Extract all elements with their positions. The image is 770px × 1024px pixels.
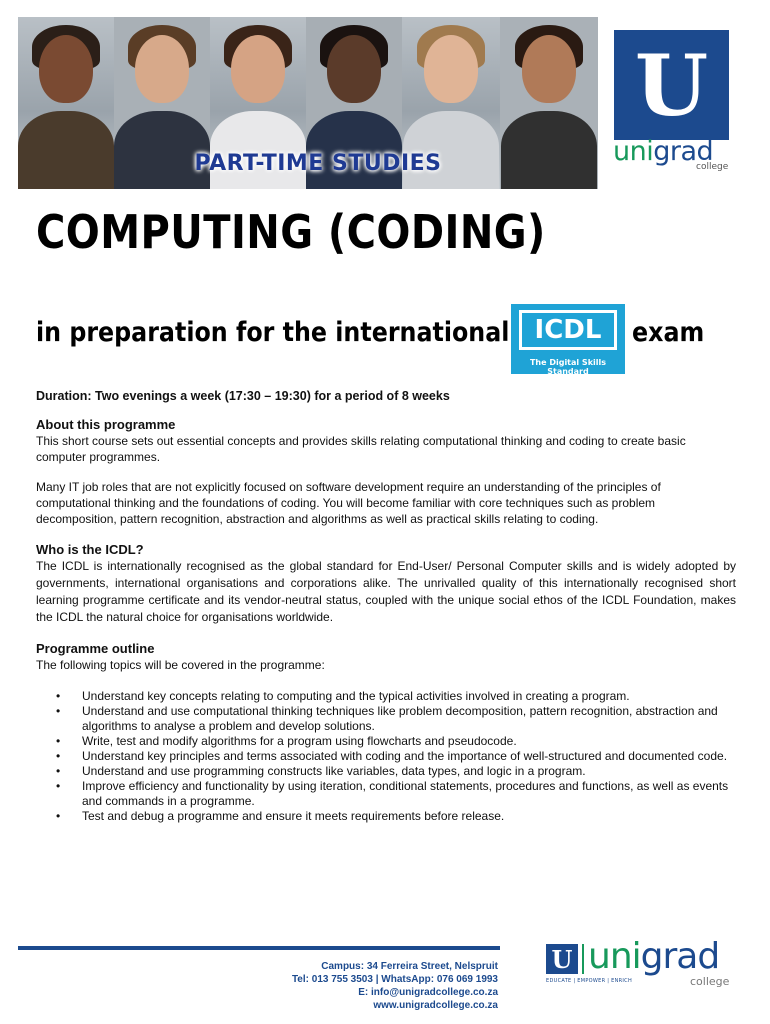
logo-wordmark-grad: grad xyxy=(653,136,714,167)
about-paragraph-2: Many IT job roles that are not explicitly focused on software development require an understanding of the principles of computational thinking and the foundations of coding. You will become familiar with core techniques such as problem decomposition, pattern recognition, abstraction and algorithms as well as practical skills relating to coding. xyxy=(36,480,661,526)
document-body xyxy=(36,388,736,824)
list-item-text: Improve efficiency and functionality by using iteration, conditional statements, procedures and functions, as well as events and commands in a programme. xyxy=(82,779,729,808)
phone-numbers: Tel: 013 755 3503 | WhatsApp: 076 069 1993 xyxy=(291,974,498,985)
bullet-icon: • xyxy=(56,749,61,763)
footer-logo-grad: grad xyxy=(640,936,720,977)
bullet-icon: • xyxy=(56,809,61,823)
footer-logo-subtitle: college xyxy=(690,975,730,988)
icdl-logo-name: ICDL xyxy=(519,310,617,350)
list-item-text: Write, test and modify algorithms for a program using flowcharts and pseudocode. xyxy=(82,734,517,748)
person-photo xyxy=(18,17,114,189)
icdl-tagline: The Digital Skills Standard xyxy=(529,358,607,376)
unigrad-logo: U xyxy=(614,30,729,140)
bullet-icon: • xyxy=(56,779,61,793)
logo-wordmark-uni: uni xyxy=(613,136,654,167)
outline-list xyxy=(36,689,736,824)
website-link[interactable]: www.unigradcollege.co.za xyxy=(373,1000,498,1011)
list-item xyxy=(36,749,736,764)
duration-text: Duration: Two evenings a week (17:30 – 19:30) for a period of 8 weeks xyxy=(36,389,450,403)
list-item xyxy=(36,689,736,704)
exam-word: exam xyxy=(632,317,705,348)
about-heading: About this programme xyxy=(36,417,176,432)
list-item-text: Test and debug a programme and ensure it meets requirements before release. xyxy=(82,809,505,823)
outline-heading: Programme outline xyxy=(36,641,155,656)
who-heading: Who is the ICDL? xyxy=(36,542,144,557)
list-item-text: Understand and use programming constructs like variables, data types, and logic in a program. xyxy=(82,764,586,778)
page-title: COMPUTING (CODING) xyxy=(36,205,546,259)
list-item xyxy=(36,764,736,779)
footer-divider xyxy=(18,946,500,950)
footer-logo-tagline: EDUCATE | EMPOWER | ENRICH xyxy=(546,978,633,984)
person-photo xyxy=(500,17,598,189)
bullet-icon: • xyxy=(56,704,61,718)
footer-logo-divider xyxy=(582,944,584,974)
list-item xyxy=(36,809,736,824)
footer-contact xyxy=(250,960,498,1012)
footer-logo-icon: U xyxy=(546,944,578,974)
footer-logo-wordmark xyxy=(588,936,719,977)
icdl-logo xyxy=(511,304,625,374)
bullet-icon: • xyxy=(56,764,61,778)
list-item-text: Understand key concepts relating to computing and the typical activities involved in creating a program. xyxy=(82,689,630,703)
bullet-icon: • xyxy=(56,734,61,748)
preparation-text: in preparation for the international xyxy=(36,317,510,348)
bullet-icon: • xyxy=(56,689,61,703)
footer-logo-uni: uni xyxy=(588,936,641,977)
banner-title: PART-TIME STUDIES xyxy=(194,150,442,176)
outline-intro: The following topics will be covered in the programme: xyxy=(36,658,325,672)
list-item-text: Understand and use computational thinking techniques like problem decomposition, pattern recognition, abstraction and algorithms to analyse a problem and develop solutions. xyxy=(82,704,718,733)
who-paragraph: The ICDL is internationally recognised as the global standard for End-User/ Personal Computer skills and is widely adopted by governments, international organisations and corporations alike. The unrivalled quality of this internationally recognised short learning programme certificate and its vendor-neutral status, coupled with the unique social ethos of the ICDL Foundation, makes the ICDL the natural choice for organisations worldwide. xyxy=(36,559,736,624)
list-item xyxy=(36,779,736,809)
about-paragraph-1: This short course sets out essential concepts and provides skills relating computational thinking and coding to create basic computer programmes. xyxy=(36,434,686,464)
list-item-text: Understand key principles and terms associated with coding and the importance of well-structured and documented code. xyxy=(82,749,728,763)
email-link[interactable]: E: info@unigradcollege.co.za xyxy=(358,987,498,998)
logo-subtitle: college xyxy=(696,162,729,172)
campus-address: Campus: 34 Ferreira Street, Nelspruit xyxy=(321,961,498,972)
list-item xyxy=(36,734,736,749)
banner-image xyxy=(18,17,598,189)
list-item xyxy=(36,704,736,734)
